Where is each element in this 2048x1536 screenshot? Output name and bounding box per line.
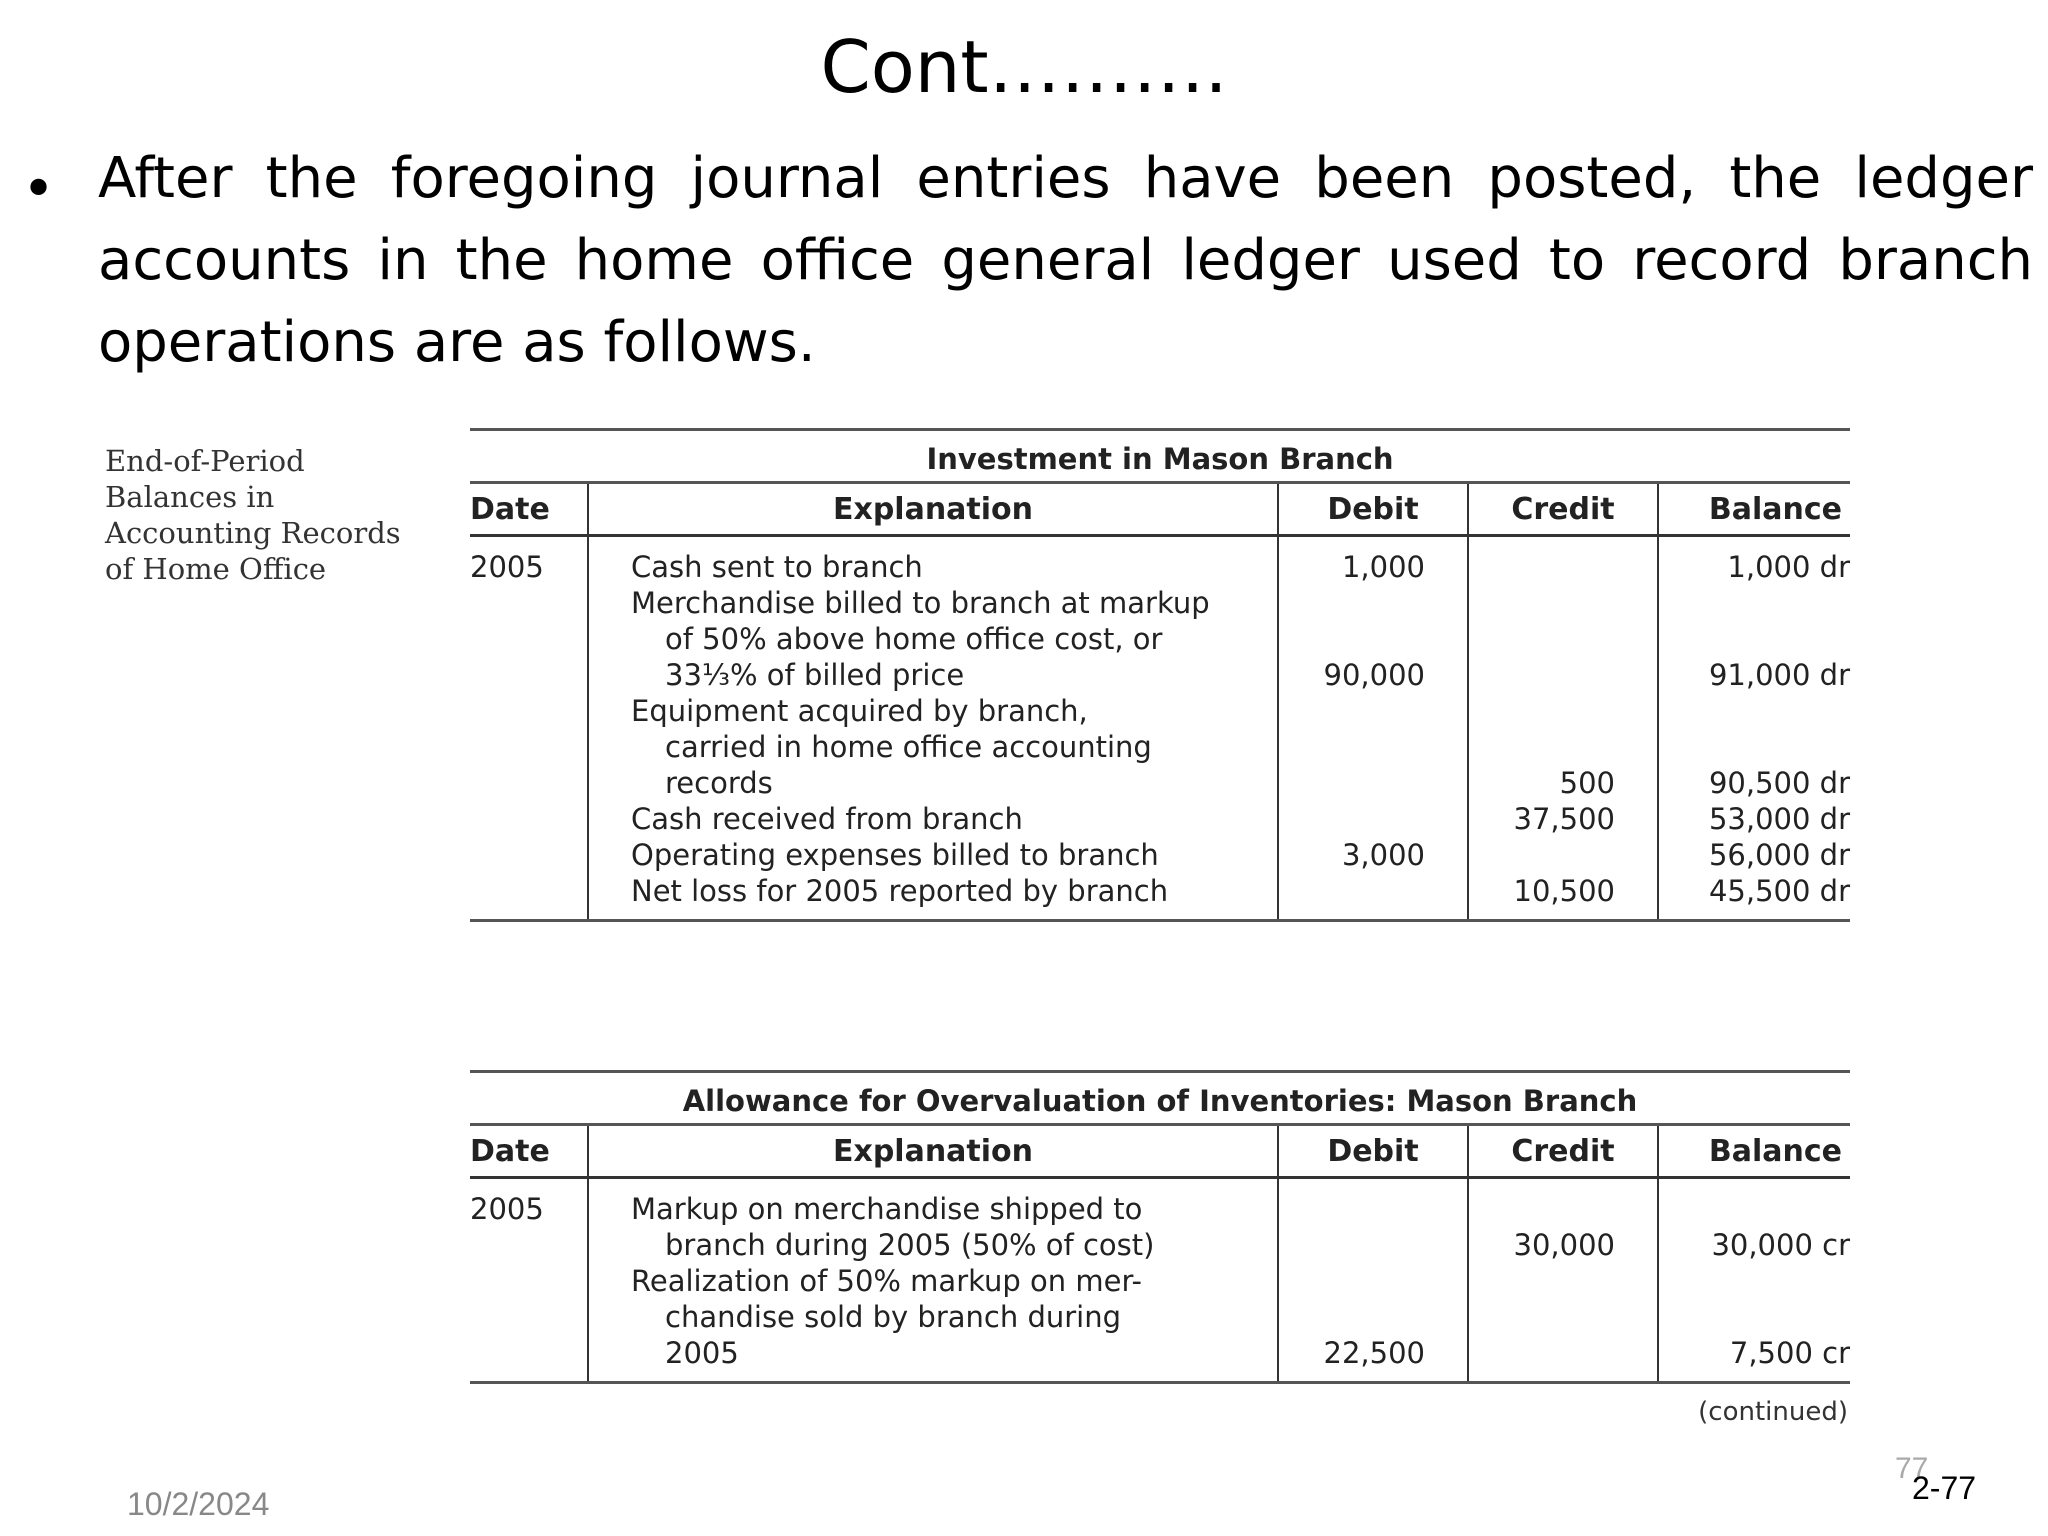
explanation-line: Net loss for 2005 reported by branch	[631, 874, 1169, 908]
cell-explanation	[588, 1263, 1278, 1381]
header-date: Date	[470, 1126, 588, 1178]
explanation-line: Cash received from branch	[631, 802, 1023, 836]
cell-credit	[1468, 837, 1658, 873]
header-explanation: Explanation	[588, 484, 1278, 536]
explanation-line: Merchandise billed to branch at markup	[631, 586, 1210, 620]
slide-title: Cont……….	[820, 25, 1228, 109]
cell-debit	[1278, 1191, 1468, 1263]
explanation-line: of 50% above home office cost, or	[665, 622, 1163, 656]
footer-date: 10/2/2024	[127, 1486, 270, 1522]
cell-date: 2005	[470, 1192, 544, 1226]
ledger-row	[470, 801, 1850, 837]
explanation-line: branch during 2005 (50% of cost)	[665, 1228, 1155, 1262]
cell-debit: 90,000	[1278, 585, 1468, 693]
cell-explanation	[588, 837, 1278, 873]
explanation-line: records	[665, 766, 773, 800]
cell-date	[470, 837, 588, 873]
explanation-line: chandise sold by branch during	[665, 1300, 1122, 1334]
header-explanation: Explanation	[588, 1126, 1278, 1178]
ledger-row	[470, 1263, 1850, 1381]
explanation-line: 33⅓% of billed price	[665, 658, 965, 692]
ledger-row	[470, 837, 1850, 873]
header-date: Date	[470, 484, 588, 536]
cell-balance: 45,500 dr	[1658, 873, 1850, 919]
cell-credit	[1468, 585, 1658, 693]
header-debit: Debit	[1278, 1126, 1468, 1178]
page-number-ghost: 77	[1895, 1452, 1929, 1485]
cell-explanation	[588, 801, 1278, 837]
cell-date	[470, 801, 588, 837]
page-number: 2-77	[1912, 1470, 1977, 1506]
cell-explanation	[588, 693, 1278, 801]
cell-debit	[1278, 693, 1468, 801]
cell-credit: 500	[1468, 693, 1658, 801]
ledger-row	[470, 1191, 1850, 1263]
explanation-line: Cash sent to branch	[631, 550, 923, 584]
explanation-line: carried in home office accounting	[665, 730, 1152, 764]
cell-balance: 56,000 dr	[1658, 837, 1850, 873]
cell-debit: 1,000	[1278, 549, 1468, 585]
ledger-title: Investment in Mason Branch	[470, 428, 1850, 484]
cell-explanation	[588, 873, 1278, 919]
bullet-marker: •	[22, 157, 56, 222]
cell-credit: 37,500	[1468, 801, 1658, 837]
ledger-row	[470, 549, 1850, 585]
bullet-text: After the foregoing journal entries have been posted, the ledger accounts in the home office general ledger used to record branch operations are as follows.	[98, 146, 2033, 375]
cell-explanation	[588, 585, 1278, 693]
cell-balance: 91,000 dr	[1658, 585, 1850, 693]
ledger-allowance-overvaluation	[470, 1070, 1850, 1384]
explanation-line: Equipment acquired by branch,	[631, 694, 1088, 728]
cell-credit: 30,000	[1468, 1191, 1658, 1263]
continued-note: (continued)	[1698, 1397, 1848, 1427]
explanation-line: 2005	[665, 1336, 739, 1370]
cell-date	[470, 585, 588, 693]
cell-balance: 53,000 dr	[1658, 801, 1850, 837]
ledger-bottom-rule	[470, 1381, 1850, 1384]
cell-explanation	[588, 549, 1278, 585]
side-caption: End-of-Period Balances in Accounting Records of Home Office	[105, 444, 401, 586]
ledger-title: Allowance for Overvaluation of Inventories: Mason Branch	[470, 1070, 1850, 1126]
ledger-table	[470, 484, 1850, 919]
header-balance: Balance	[1658, 484, 1850, 536]
cell-credit: 10,500	[1468, 873, 1658, 919]
cell-date	[470, 1263, 588, 1381]
cell-date	[470, 693, 588, 801]
explanation-line: Realization of 50% markup on mer-	[631, 1264, 1142, 1298]
cell-credit	[1468, 1263, 1658, 1381]
ledger-investment-mason-branch	[470, 428, 1850, 922]
cell-debit: 3,000	[1278, 837, 1468, 873]
cell-balance: 90,500 dr	[1658, 693, 1850, 801]
cell-balance: 7,500 cr	[1658, 1263, 1850, 1381]
header-debit: Debit	[1278, 484, 1468, 536]
ledger-table	[470, 1126, 1850, 1381]
cell-debit	[1278, 801, 1468, 837]
cell-date: 2005	[470, 550, 544, 584]
cell-date	[470, 873, 588, 919]
ledger-row	[470, 585, 1850, 693]
cell-balance: 1,000 dr	[1658, 549, 1850, 585]
ledger-bottom-rule	[470, 919, 1850, 922]
cell-debit	[1278, 873, 1468, 919]
cell-debit: 22,500	[1278, 1263, 1468, 1381]
ledger-row	[470, 693, 1850, 801]
explanation-line: Markup on merchandise shipped to	[631, 1192, 1143, 1226]
explanation-line: Operating expenses billed to branch	[631, 838, 1159, 872]
header-credit: Credit	[1468, 484, 1658, 536]
cell-credit	[1468, 549, 1658, 585]
header-balance: Balance	[1658, 1126, 1850, 1178]
ledger-row	[470, 873, 1850, 919]
cell-balance: 30,000 cr	[1658, 1191, 1850, 1263]
cell-explanation	[588, 1191, 1278, 1263]
header-credit: Credit	[1468, 1126, 1658, 1178]
